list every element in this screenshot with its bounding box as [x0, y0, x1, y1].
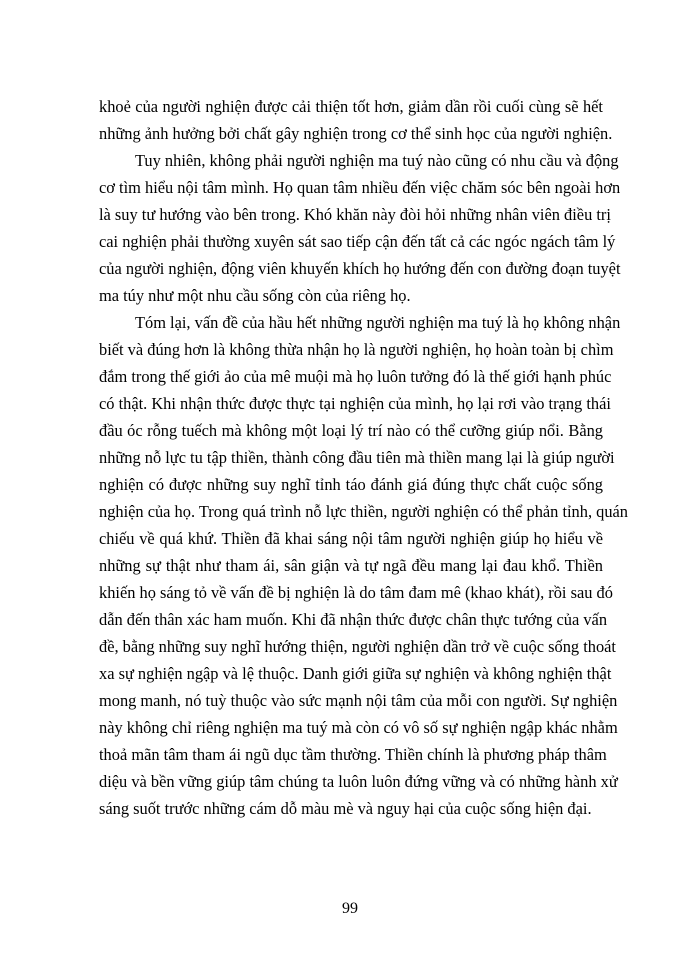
paragraph-1: [99, 93, 613, 147]
text-line: là suy tư hướng vào bên trong. Khó khăn này đòi hỏi những nhân viên điều trị: [99, 205, 611, 224]
text-line: khiến họ sáng tỏ về vấn đề bị nghiện là do tâm đam mê (khao khát), rồi sau đó: [99, 583, 613, 602]
text-line: cơ tìm hiểu nội tâm mình. Họ quan tâm nhiều đến việc chăm sóc bên ngoài hơn: [99, 178, 621, 197]
text-line: diệu và bền vững giúp tâm chúng ta luôn luôn đứng vững và có những hành xử: [99, 772, 618, 791]
text-line: dẫn đến thân xác ham muốn. Khi đã nhận thức được chân thực tướng của vấn: [99, 610, 608, 629]
text-line: sáng suốt trước những cám dỗ màu mè và nguy hại của cuộc sống hiện đại.: [99, 799, 592, 818]
text-line: Tuy nhiên, không phải người nghiện ma tuý nào cũng có nhu cầu và động: [135, 151, 619, 170]
text-line: nghiện có được những suy nghĩ tỉnh táo đánh giá đúng thực chất cuộc sống: [99, 475, 603, 494]
paragraph-2: [99, 147, 621, 309]
text-line: những sự thật như tham ái, sân giận và tự ngã đều mang lại đau khổ. Thiền: [99, 556, 603, 575]
paragraph-3: [99, 309, 629, 822]
body-text: [99, 93, 629, 822]
text-line: nghiện của họ. Trong quá trình nỗ lực thiền, người nghiện có thể phản tỉnh, quán: [99, 502, 629, 521]
text-line: Tóm lại, vấn đề của hầu hết những người nghiện ma tuý là họ không nhận: [135, 313, 621, 332]
text-line: đầu óc rỗng tuếch mà không một loại lý trí nào có thể cưỡng giúp nổi. Bằng: [99, 421, 603, 440]
text-line: xa sự nghiện ngập và lệ thuộc. Danh giới giữa sự nghiện và không nghiện thật: [99, 664, 612, 683]
text-line: mong manh, nó tuỳ thuộc vào sức mạnh nội tâm của mỗi con người. Sự nghiện: [99, 691, 618, 710]
text-line: thoả mãn tâm tham ái ngũ dục tầm thường. Thiền chính là phương pháp thâm: [99, 745, 607, 764]
text-line: cai nghiện phải thường xuyên sát sao tiếp cận đến tất cả các ngóc ngách tâm lý: [99, 232, 616, 251]
text-line: những nỗ lực tu tập thiền, thành công đầu tiên mà thiền mang lại là giúp người: [99, 448, 615, 467]
text-line: chiếu về quá khứ. Thiền đã khai sáng nội tâm người nghiện giúp họ hiểu về: [99, 529, 603, 548]
text-line: đề, bằng những suy nghĩ hướng thiện, người nghiện dần trở về cuộc sống thoát: [99, 637, 616, 656]
text-line: này không chỉ riêng nghiện ma tuý mà còn có vô số sự nghiện ngập khác nhằm: [99, 718, 618, 737]
text-line: biết và đúng hơn là không thừa nhận họ là người nghiện, họ hoàn toàn bị chìm: [99, 340, 614, 359]
text-line: những ảnh hưởng bởi chất gây nghiện trong cơ thể sinh học của người nghiện.: [99, 124, 613, 143]
text-line: đắm trong thế giới ảo của mê muội mà họ luôn tưởng đó là thế giới hạnh phúc: [99, 367, 612, 386]
text-line: ma túy như một nhu cầu sống còn của riêng họ.: [99, 286, 411, 305]
page-number: 99: [342, 900, 358, 917]
text-line: khoẻ của người nghiện được cải thiện tốt hơn, giảm dần rồi cuối cùng sẽ hết: [99, 97, 603, 116]
text-line: của người nghiện, động viên khuyến khích họ hướng đến con đường đoạn tuyệt: [99, 259, 621, 278]
text-line: có thật. Khi nhận thức được thực tại nghiện của mình, họ lại rơi vào trạng thái: [99, 394, 611, 413]
